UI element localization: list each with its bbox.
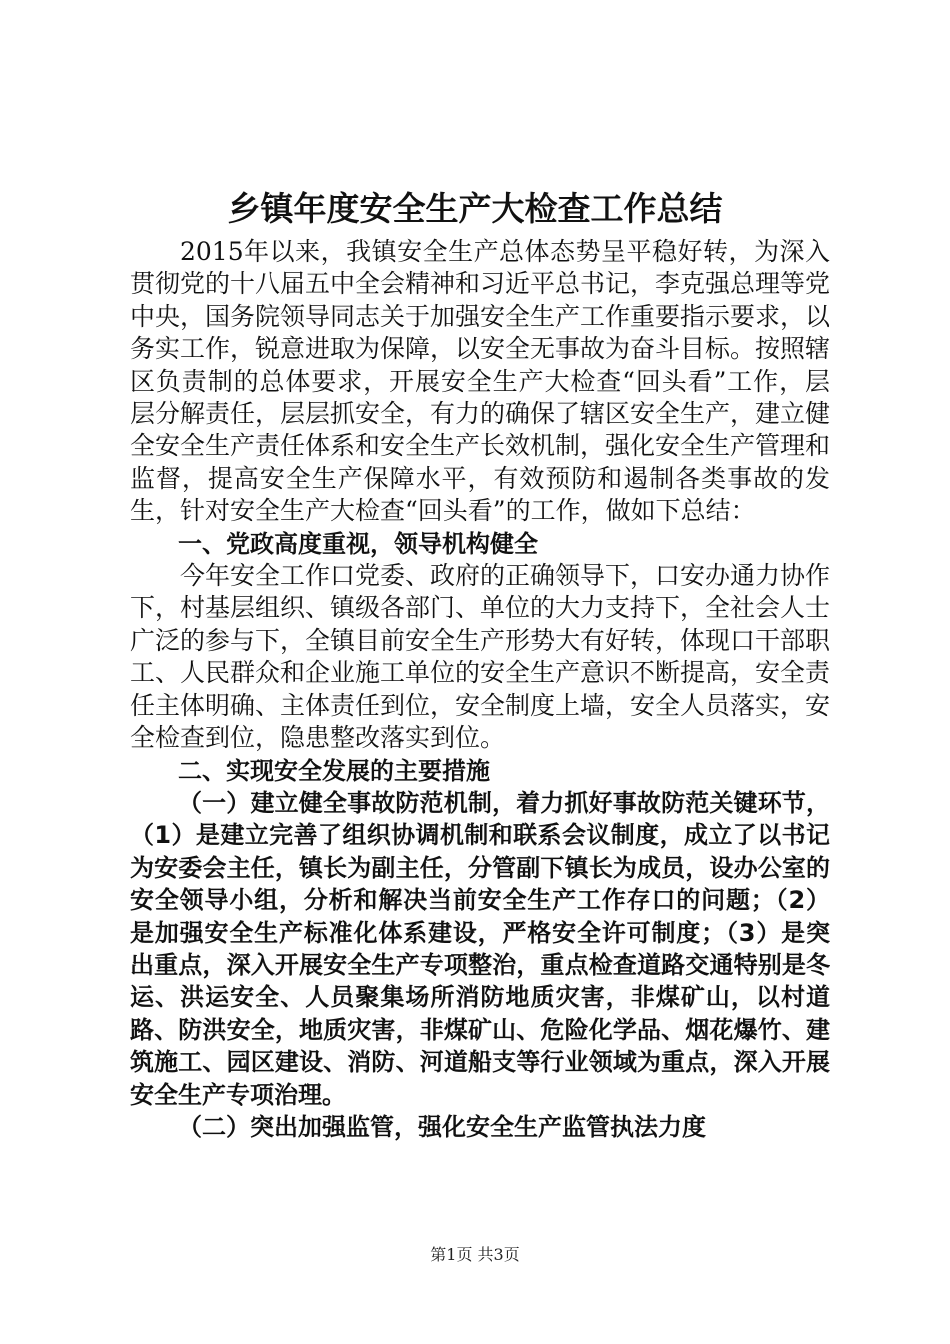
- section-heading-1: 一、党政高度重视，领导机构健全: [178, 529, 538, 558]
- page-number-footer: 第1页 共3页: [430, 1245, 520, 1264]
- paragraph-subsection-1: （一）建立健全事故防范机制，着力抓好事故防范关键环节，（1）是建立完善了组织协调机制和联系会议制度，成立了以书记为安委会主任，镇长为副主任，分管副下镇长为成员，设办公室的安全领导小组，分析和解决当前安全生产工作存口的问题；（2）是加强安全生产标准化体系建设，严格安全许可制度；（3）是突出重点，深入开展安全生产专项整治，重点检查道路交通特别是冬运、洪运安全、人员聚集场所消防地质灾害，非煤矿山，以村道路、防洪安全，地质灾害，非煤矿山、危险化学品、烟花爆竹、建筑施工、园区建设、消防、河道船支等行业领域为重点，深入开展安全生产专项治理。: [130, 788, 830, 1109]
- subsection-heading-2: （二）突出加强监管，强化安全生产监管执法力度: [178, 1112, 706, 1141]
- paragraph-section-1: 今年安全工作口党委、政府的正确领导下，口安办通力协作下，村基层组织、镇级各部门、单位的大力支持下，全社会人士广泛的参与下，全镇目前安全生产形势大有好转，体现口干部职工、人民群众和企业施工单位的安全生产意识不断提高，安全责任主体明确、主体责任到位，安全制度上墙，安全人员落实，安全检查到位，隐患整改落实到位。: [130, 561, 831, 753]
- document-body: [130, 236, 830, 1143]
- document-title: 乡镇年度安全生产大检查工作总结: [227, 189, 723, 228]
- paragraph-intro: 2015年以来，我镇安全生产总体态势呈平稳好转，为深入贯彻党的十八届五中全会精神和习近平总书记，李克强总理等党中央，国务院领导同志关于加强安全生产工作重要指示要求，以务实工作，锐意进取为保障，以安全无事故为奋斗目标。按照辖区负责制的总体要求，开展安全生产大检查“回头看”工作，层层分解责任，层层抓安全，有力的确保了辖区安全生产，建立健全安全生产责任体系和安全生产长效机制，强化安全生产管理和监督，提高安全生产保障水平，有效预防和遏制各类事故的发生，针对安全生产大检查“回头看”的工作，做如下总结：: [130, 237, 831, 526]
- section-heading-2: 二、实现安全发展的主要措施: [178, 756, 490, 785]
